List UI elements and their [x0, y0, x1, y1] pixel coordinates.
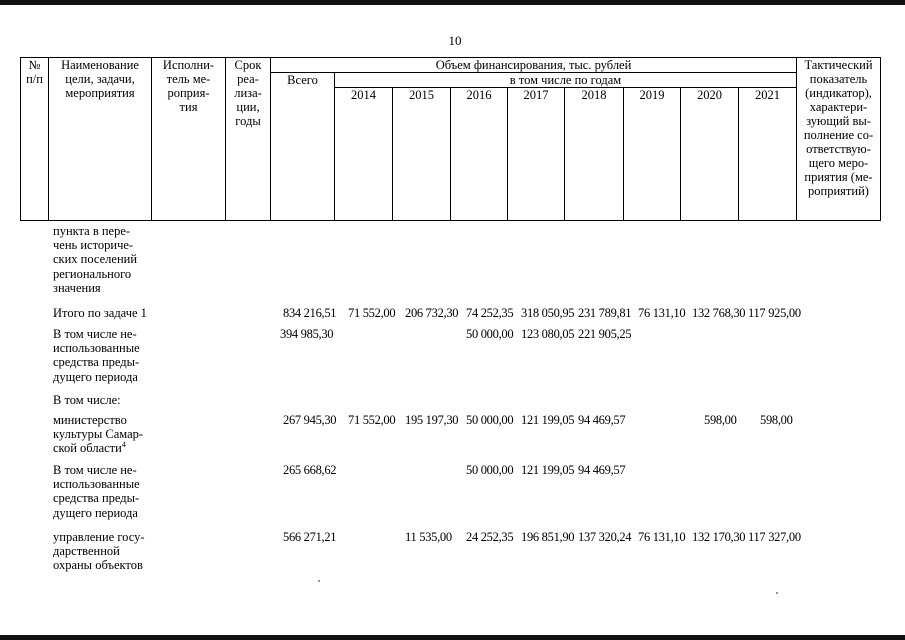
header-year: 2016 [451, 88, 508, 221]
cell-value: 123 080,05 [521, 327, 575, 341]
header-total: Всего [271, 73, 335, 221]
top-border [0, 0, 905, 5]
cell-value: 117 327,00 [748, 530, 801, 544]
header-year: 2018 [565, 88, 624, 221]
cell-value: 598,00 [704, 413, 737, 427]
cell-value: 318 050,95 [521, 306, 575, 320]
cell-value: 94 469,57 [578, 463, 626, 477]
cell-value: 24 252,35 [466, 530, 514, 544]
cell-value: 50 000,00 [466, 463, 514, 477]
cell-value: 50 000,00 [466, 327, 514, 341]
cell-value: 394 985,30 [280, 327, 334, 341]
footnote-mark: 4 [121, 440, 126, 450]
header-year: 2021 [739, 88, 797, 221]
header-year: 2014 [335, 88, 393, 221]
header-by-year: в том числе по годам [335, 73, 797, 88]
scan-speck [318, 580, 320, 582]
cell-value: 265 668,62 [283, 463, 337, 477]
row-label: В том числе не- использованные средства преды- дущего периода [53, 463, 140, 520]
cell-value: 267 945,30 [283, 413, 337, 427]
header-executor: Исполни- тель ме- роприя- тия [152, 58, 226, 221]
cell-value: 50 000,00 [466, 413, 514, 427]
cell-value: 71 552,00 [348, 306, 396, 320]
cell-value: 121 199,05 [521, 413, 575, 427]
row-label: В том числе не- использованные средства преды- дущего периода [53, 327, 140, 384]
row-label: управление госу- дарственной охраны объектов [53, 530, 145, 573]
header-table [20, 57, 881, 221]
row-label: министерство культуры Самар- ской области$^4$ [53, 413, 144, 456]
cell-value: 11 535,00 [405, 530, 452, 544]
header-year: 2017 [508, 88, 565, 221]
page-number: 10 [448, 33, 462, 48]
header-num: № п/п [21, 58, 49, 221]
header-year: 2019 [624, 88, 681, 221]
cell-value: 76 131,10 [638, 530, 686, 544]
cell-value: 71 552,00 [348, 413, 396, 427]
bottom-border [0, 635, 905, 640]
cell-value: 132 170,30 [692, 530, 746, 544]
cell-value: 206 732,30 [405, 306, 459, 320]
header-name: Наименование цели, задачи, мероприятия [49, 58, 152, 221]
cell-value: 195 197,30 [405, 413, 459, 427]
cell-value: 834 216,51 [283, 306, 337, 320]
header-year: 2020 [681, 88, 739, 221]
cell-value: 76 131,10 [638, 306, 686, 320]
cell-value: 132 768,30 [692, 306, 746, 320]
cell-value: 94 469,57 [578, 413, 626, 427]
cell-value: 137 320,24 [578, 530, 632, 544]
row-label: В том числе: [53, 393, 121, 407]
cell-value: 121 199,05 [521, 463, 575, 477]
header-indicator: Тактический показатель (индикатор), характери- зующий вы- полнение со- ответствую- щего меро- приятия (ме- роприятий) [797, 58, 881, 221]
cell-value: 117 925,00 [748, 306, 801, 320]
cell-value: 231 789,81 [578, 306, 632, 320]
row-label: пункта в пере- чень историче- ских поселений регионального значения [53, 224, 138, 295]
header-year: 2015 [393, 88, 451, 221]
scan-speck [776, 592, 778, 594]
cell-value: 598,00 [760, 413, 793, 427]
cell-value: 74 252,35 [466, 306, 514, 320]
cell-value: 196 851,90 [521, 530, 575, 544]
header-funding: Объем финансирования, тыс. рублей [271, 58, 797, 73]
cell-value: 566 271,21 [283, 530, 337, 544]
header-term: Срок реа- лиза- ции, годы [226, 58, 271, 221]
row-label: Итого по задаче 1 [53, 306, 147, 320]
cell-value: 221 905,25 [578, 327, 632, 341]
